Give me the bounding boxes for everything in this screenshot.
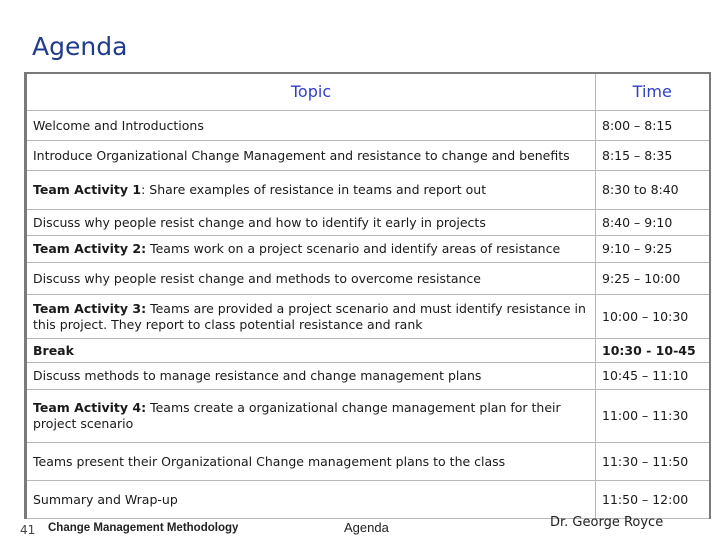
- topic-cell: [26, 339, 596, 363]
- table-row: [26, 111, 710, 141]
- table-row: [26, 236, 710, 263]
- topic-text: Teams work on a project scenario and identify areas of resistance: [146, 241, 561, 256]
- activity-label: Team Activity 4:: [33, 400, 147, 415]
- topic-cell: [26, 390, 596, 443]
- slide-number: 41: [20, 523, 36, 537]
- time-cell: 9:25 – 10:00: [596, 263, 710, 295]
- topic-column-header: Topic: [26, 73, 596, 111]
- topic-cell: [26, 111, 596, 141]
- footer-section: Agenda: [344, 520, 389, 535]
- break-label: Break: [33, 342, 74, 358]
- topic-cell: [26, 210, 596, 236]
- time-cell: 9:10 – 9:25: [596, 236, 710, 263]
- topic-text: Summary and Wrap-up: [33, 491, 178, 507]
- topic-cell: [26, 171, 596, 210]
- time-cell: 10:30 - 10-45: [596, 339, 710, 363]
- table-row: [26, 295, 710, 339]
- time-cell: 8:30 to 8:40: [596, 171, 710, 210]
- footer-course-name: Change Management Methodology: [48, 522, 239, 534]
- activity-label: Team Activity 1: [33, 182, 142, 197]
- table-header-row: [26, 73, 710, 111]
- time-cell: 8:00 – 8:15: [596, 111, 710, 141]
- topic-cell: [26, 295, 596, 339]
- table-row: [26, 390, 710, 443]
- time-column-header: Time: [596, 73, 710, 111]
- topic-text: Teams create a organizational change management plan for their project scenario: [33, 400, 561, 431]
- topic-text: Introduce Organizational Change Management and resistance to change and benefits: [33, 147, 570, 163]
- slide-title: Agenda: [32, 32, 128, 61]
- time-cell: 8:15 – 8:35: [596, 141, 710, 171]
- table-row: [26, 481, 710, 519]
- agenda-table: [24, 72, 711, 519]
- activity-label: Team Activity 2:: [33, 241, 147, 256]
- topic-cell: [26, 141, 596, 171]
- table-row: [26, 141, 710, 171]
- topic-cell: [26, 481, 596, 519]
- topic-text: Teams present their Organizational Change management plans to the class: [33, 453, 506, 469]
- topic-text: Discuss why people resist change and methods to overcome resistance: [33, 270, 481, 286]
- activity-label: Team Activity 3:: [33, 300, 147, 316]
- time-cell: 8:40 – 9:10: [596, 210, 710, 236]
- table-row: [26, 339, 710, 363]
- topic-cell: [26, 363, 596, 390]
- topic-text: Discuss why people resist change and how to identify it early in projects: [33, 214, 486, 230]
- topic-text: : Share examples of resistance in teams and report out: [141, 182, 487, 197]
- time-cell: 11:50 – 12:00: [596, 481, 710, 519]
- table-row: [26, 263, 710, 295]
- topic-cell: [26, 263, 596, 295]
- table-row: [26, 443, 710, 481]
- time-cell: 10:00 – 10:30: [596, 295, 710, 339]
- time-cell: 11:00 – 11:30: [596, 390, 710, 443]
- topic-text: Welcome and Introductions: [33, 117, 204, 133]
- topic-cell: [26, 443, 596, 481]
- time-cell: 10:45 – 11:10: [596, 363, 710, 390]
- topic-text: Discuss methods to manage resistance and change management plans: [33, 368, 482, 383]
- table-row: [26, 210, 710, 236]
- time-cell: 11:30 – 11:50: [596, 443, 710, 481]
- topic-text: Teams are provided a project scenario and must identify resistance in this project. They report to class potential resistance and rank: [33, 300, 586, 332]
- footer-author: Dr. George Royce: [550, 515, 664, 530]
- topic-cell: [26, 236, 596, 263]
- table-row: [26, 363, 710, 390]
- table-row: [26, 171, 710, 210]
